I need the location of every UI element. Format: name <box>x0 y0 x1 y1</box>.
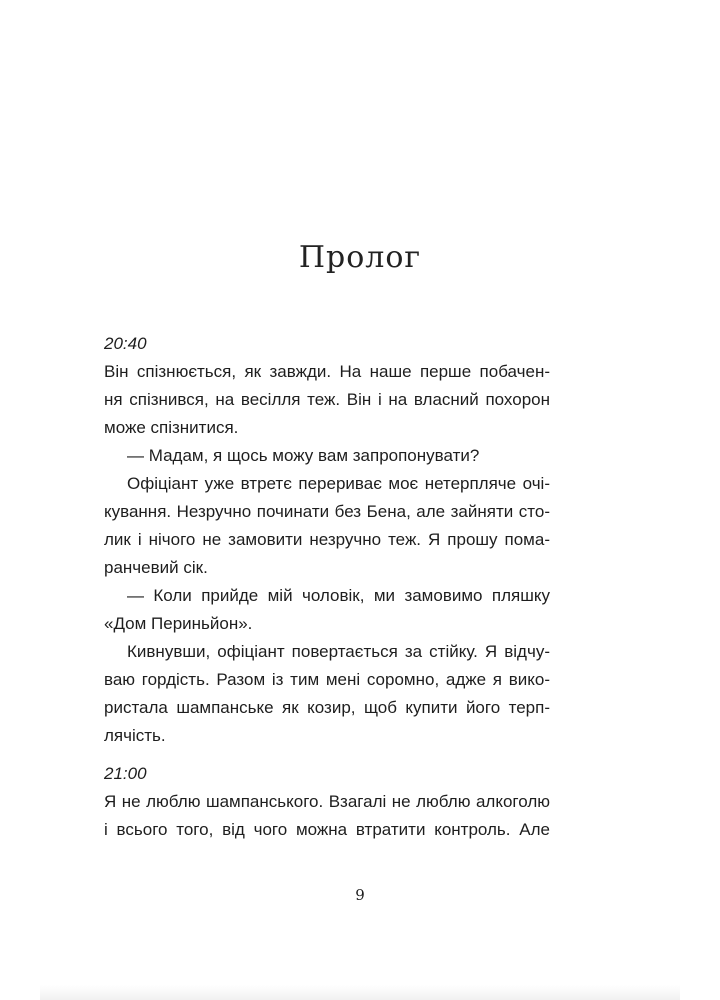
text-line: — Мадам, я щось можу вам запропонувати? <box>127 446 480 465</box>
text-line: ня спізнився, на весілля теж. Він і на власний похорон <box>104 390 550 409</box>
text-line: лик і нічого не замовити незручно теж. Я прошу пома- <box>104 530 550 549</box>
text-line: ристала шампанське як козир, щоб купити його терп- <box>104 698 550 717</box>
text-line: кування. Незручно починати без Бена, але зайняти сто- <box>104 502 550 521</box>
page-number: 9 <box>355 886 365 904</box>
text-line: Кивнувши, офіціант повертається за стійку. Я відчу- <box>127 642 550 661</box>
section-2040 <box>104 330 550 750</box>
text-line: «Дом Периньйон». <box>104 614 253 633</box>
text-line: лячість. <box>104 726 166 745</box>
text-line: і всього того, від чого можна втратити контроль. Але <box>104 820 550 839</box>
time-stamp: 21:00 <box>104 764 147 783</box>
text-line: може спізнитися. <box>104 418 239 437</box>
scan-edge <box>40 985 680 1000</box>
section-2100 <box>104 760 550 844</box>
chapter-title: Пролог <box>298 240 422 275</box>
time-stamp: 20:40 <box>104 334 147 353</box>
text-line: Офіціант уже втретє перериває моє нетерпляче очі- <box>127 474 550 493</box>
text-line: ранчевий сік. <box>104 558 208 577</box>
text-line: Він спізнюється, як завжди. На наше перше побачен- <box>104 362 550 381</box>
text-line: — Коли прийде мій чоловік, ми замовимо пляшку <box>127 586 550 605</box>
text-line: Я не люблю шампанського. Взагалі не люблю алкоголю <box>104 792 550 811</box>
text-line: ваю гордість. Разом із тим мені соромно, адже я вико- <box>104 670 550 689</box>
